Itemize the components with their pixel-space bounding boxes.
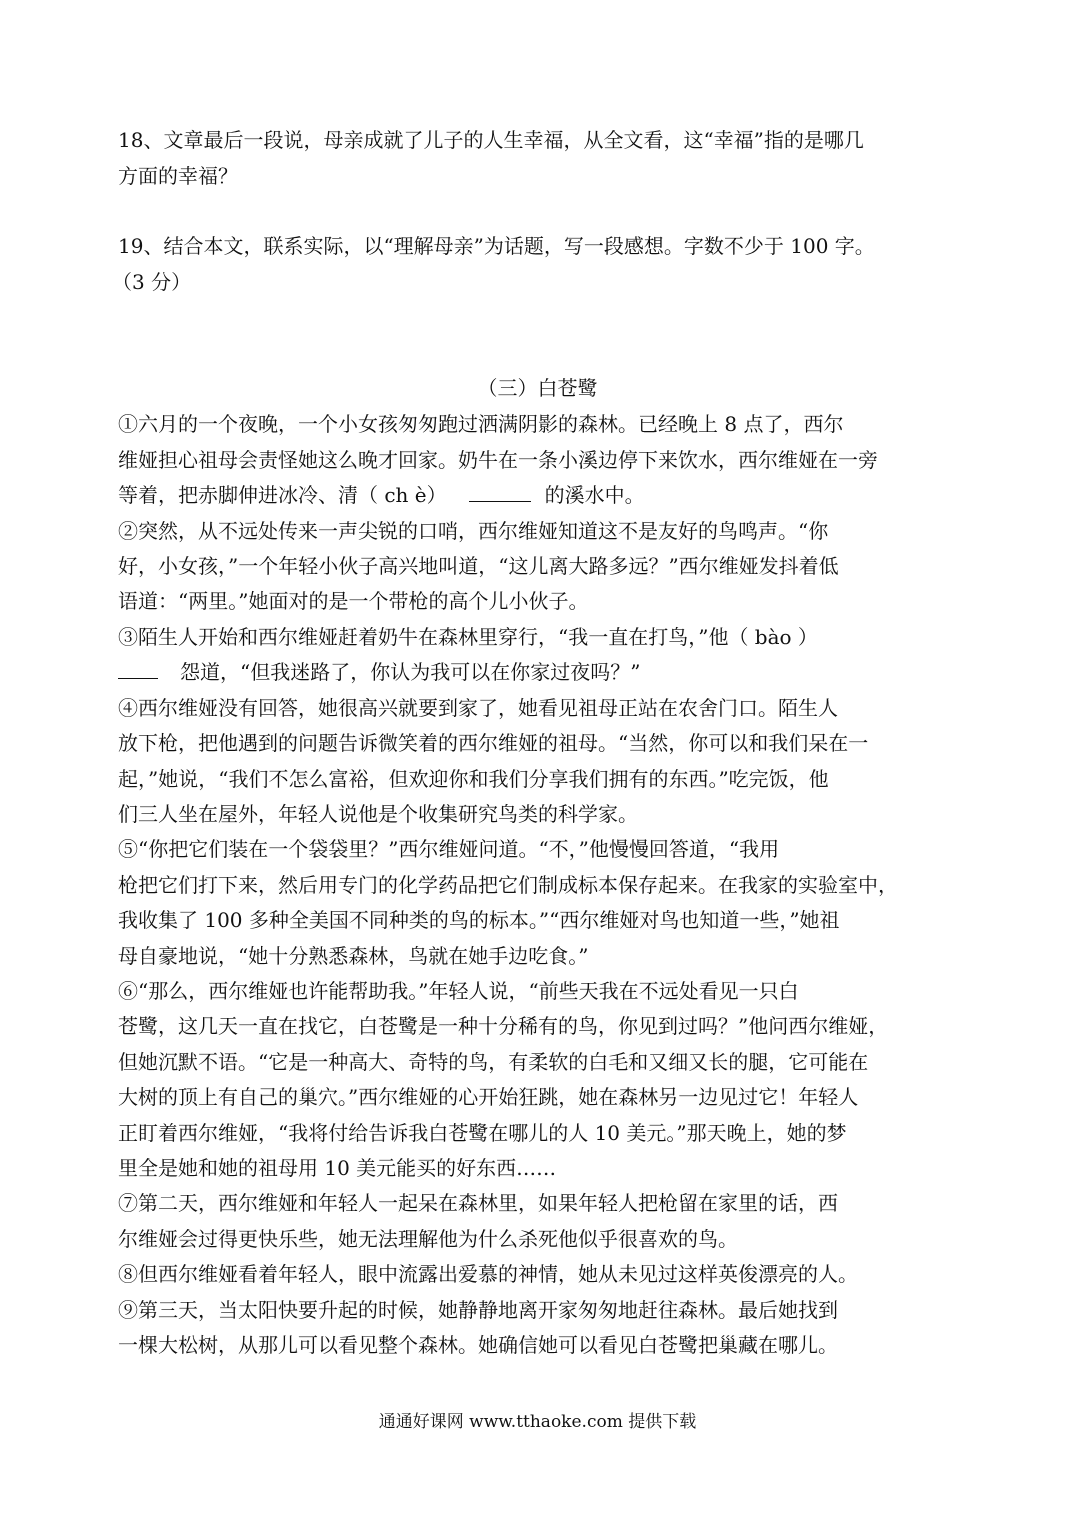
- paragraph-line: 维娅担心祖母会责怪她这么晚才回家。奶牛在一条小溪边停下来饮水，西尔维娅在一旁: [118, 448, 878, 472]
- paragraph-line: 苍鹭，这几天一直在找它，白苍鹭是一种十分稀有的鸟，你见到过吗？”他问西尔维娅，: [118, 1014, 889, 1038]
- paragraph-line: ⑧但西尔维娅看着年轻人，眼中流露出爱慕的神情，她从未见过这样英俊漂亮的人。: [118, 1262, 858, 1286]
- q18-line-1: 18、文章最后一段说，母亲成就了儿子的人生幸福，从全文看，这“幸福”指的是哪几: [118, 128, 864, 152]
- paragraph-line: 语道：“两里。”她面对的是一个带枪的高个儿小伙子。: [118, 589, 589, 613]
- paragraph-line: ⑦第二天，西尔维娅和年轻人一起呆在森林里，如果年轻人把枪留在家里的话，西: [118, 1191, 838, 1215]
- paragraph-line: 尔维娅会过得更快乐些，她无法理解他为什么杀死他似乎很喜欢的鸟。: [118, 1227, 738, 1251]
- paragraph-line: 我收集了 100 多种全美国不同种类的鸟的标本。”“西尔维娅对鸟也知道一些，”她祖: [118, 908, 840, 932]
- paragraph-line: 好，小女孩，”一个年轻小伙子高兴地叫道，“这儿离大路多远？”西尔维娅发抖着低: [118, 554, 839, 578]
- paragraph-line: 起，”她说，“我们不怎么富裕，但欢迎你和我们分享我们拥有的东西。”吃完饭，他: [118, 767, 829, 791]
- paragraph-line: 大树的顶上有自己的巢穴。”西尔维娅的心开始狂跳，她在森林另一边见过它！年轻人: [118, 1085, 859, 1109]
- paragraph-line: ④西尔维娅没有回答，她很高兴就要到家了，她看见祖母正站在农舍门口。陌生人: [118, 696, 838, 720]
- q19-line-1: 19、结合本文，联系实际，以“理解母亲”为话题，写一段感想。字数不少于 100 字。: [118, 234, 875, 258]
- fill-blank[interactable]: [469, 483, 531, 502]
- section-title: （三）白苍鹭: [477, 376, 598, 400]
- paragraph-text: 等着，把赤脚伸进冰冷、清（ ch è）: [118, 483, 447, 507]
- page-footer: 通通好课网 www.tthaoke.com 提供下载: [378, 1412, 697, 1432]
- paragraph-line: ⑥“那么，西尔维娅也许能帮助我。”年轻人说，“前些天我在不远处看见一只白: [118, 979, 799, 1003]
- paragraph-text: 怨道，“但我迷路了，你认为我可以在你家过夜吗？”: [180, 660, 641, 684]
- paragraph-line: 一棵大松树，从那儿可以看见整个森林。她确信她可以看见白苍鹭把巢藏在哪儿。: [118, 1333, 838, 1357]
- fill-blank[interactable]: [118, 660, 158, 679]
- paragraph-line: ①六月的一个夜晚，一个小女孩匆匆跑过洒满阴影的森林。已经晚上 8 点了，西尔: [118, 412, 844, 436]
- paragraph-line: ⑤“你把它们装在一个袋袋里？”西尔维娅问道。“不，”他慢慢回答道，“我用: [118, 837, 780, 861]
- paragraph-line: ⑨第三天，当太阳快要升起的时候，她静静地离开家匆匆地赶往森林。最后她找到: [118, 1298, 838, 1322]
- paragraph-line: 正盯着西尔维娅，“我将付给告诉我白苍鹭在哪儿的人 10 美元。”那天晚上，她的梦: [118, 1121, 847, 1145]
- paragraph-line: 枪把它们打下来，然后用专门的化学药品把它们制成标本保存起来。在我家的实验室中，: [118, 873, 898, 897]
- paragraph-line: 里全是她和她的祖母用 10 美元能买的好东西……: [118, 1156, 557, 1180]
- paragraph-line: ③陌生人开始和西尔维娅赶着奶牛在森林里穿行，“我一直在打鸟，”他（ bào ）: [118, 625, 818, 649]
- paragraph-line: 母自豪地说，“她十分熟悉森林，鸟就在她手边吃食。”: [118, 944, 589, 968]
- q18-line-2: 方面的幸福？: [118, 164, 238, 188]
- paragraph-line: [118, 483, 958, 507]
- q19-line-2: （3 分）: [112, 270, 192, 294]
- paragraph-line: 放下枪，把他遇到的问题告诉微笑着的西尔维娅的祖母。“当然，你可以和我们呆在一: [118, 731, 869, 755]
- paragraph-line: 们三人坐在屋外，年轻人说他是个收集研究鸟类的科学家。: [118, 802, 638, 826]
- paragraph-line: 但她沉默不语。“它是一种高大、奇特的鸟，有柔软的白毛和又细又长的腿，它可能在: [118, 1050, 869, 1074]
- paragraph-text: 的溪水中。: [544, 483, 645, 507]
- paragraph-line: ②突然，从不远处传来一声尖锐的口哨，西尔维娅知道这不是友好的鸟鸣声。“你: [118, 519, 829, 543]
- paragraph-line: [118, 660, 958, 684]
